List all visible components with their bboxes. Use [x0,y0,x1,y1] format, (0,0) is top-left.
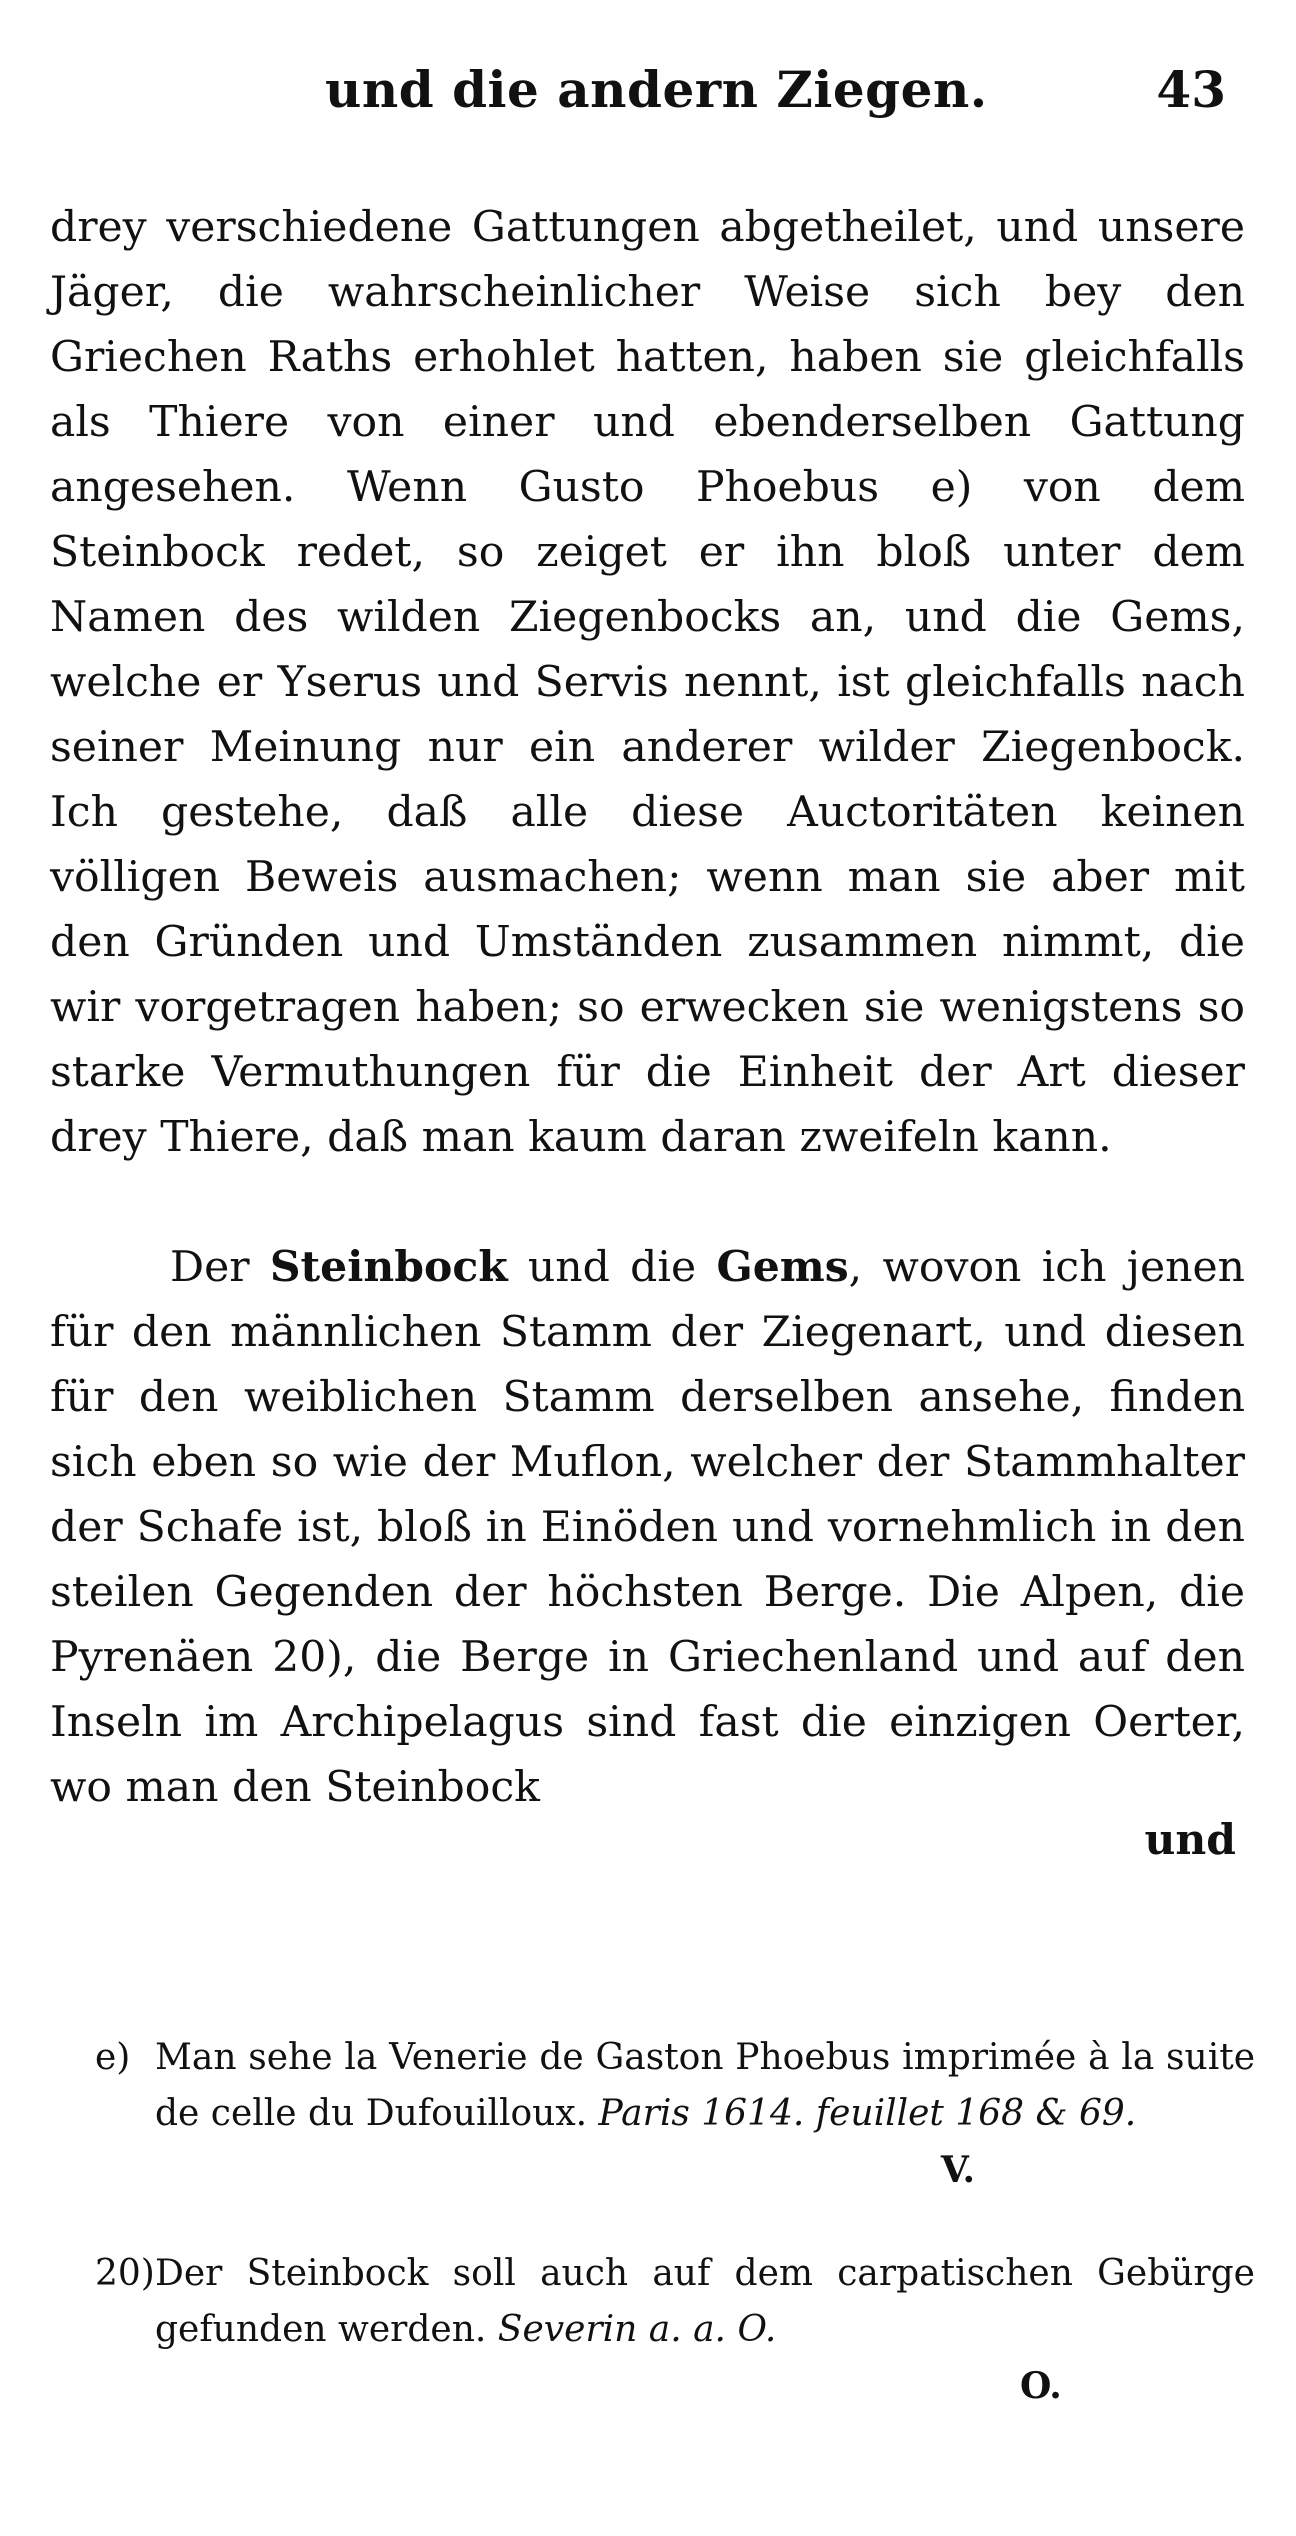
paragraph-1: drey verschiedene Gattungen abgetheilet, und unsere Jäger, die wahrscheinlicher Weise sich bey den Griechen Raths erhohlet hatten, haben sie gleichfalls als Thiere von einer und ebenderselben Gattung angesehen. Wenn Gusto Phoebus e) von dem Steinbock redet, so zeiget er ihn bloß unter dem Namen des wilden Ziegenbocks an, und die Gems, welche er Yserus und Servis nennt, ist gleichfalls nach seiner Meinung nur ein anderer wilder Ziegenbock. Ich gestehe, daß alle diese Auctoritäten keinen völligen Beweis ausmachen; wenn man sie aber mit den Gründen und Umständen zusammen nimmt, die wir vorgetragen haben; so erwecken sie wenigstens so starke Vermuthungen für die Einheit der Art dieser drey Thiere, daß man kaum daran zweifeln kann. [50,203,1245,1162]
footnote-signature: V. [940,2149,975,2191]
footnote-20 [95,2246,1255,2414]
footnote-mark: 20) [95,2253,155,2294]
page-number: 43 [1156,60,1226,119]
footnote-signature: O. [1020,2365,1062,2407]
running-head: und die andern Ziegen. [325,60,988,119]
term-steinbock: Steinbock [269,1242,508,1292]
paragraph-2-lead: Der [170,1243,270,1292]
page-header [0,60,1296,150]
catchword: und [1144,1815,1236,1865]
footnote-citation: Severin a. a. O. [486,2309,777,2350]
footnote-text: Man sehe la Venerie de Gaston Phoebus imprimée à la suite de celle du Dufouilloux. [155,2037,1255,2134]
footnotes [95,2030,1255,2414]
paragraph-2-connector: und die [507,1243,717,1292]
paragraph-2-rest: , wovon ich jenen für den männlichen Stamm der Ziegenart, und diesen für den weiblichen Stamm derselben ansehe, finden sich eben so wie der Muflon, welcher der Stammhalter der Schafe ist, bloß in Einöden und vornehmlich in den steilen Gegenden der höchsten Berge. Die Alpen, die Pyrenäen 20), die Berge in Griechenland und auf den Inseln im Archipelagus sind fast die einzigen Oerter, wo man den Steinbock [50,1243,1245,1812]
paragraph-2 [50,1235,1245,1820]
footnote-e [95,2030,1255,2198]
footnote-mark: e) [95,2037,131,2078]
footnote-text: Der Steinbock soll auch auf dem carpatischen Gebürge gefunden werden. [155,2253,1255,2350]
main-text [50,195,1245,1820]
footnote-citation: Paris 1614. feuillet 168 & 69. [587,2093,1137,2134]
term-gems: Gems [716,1242,849,1292]
